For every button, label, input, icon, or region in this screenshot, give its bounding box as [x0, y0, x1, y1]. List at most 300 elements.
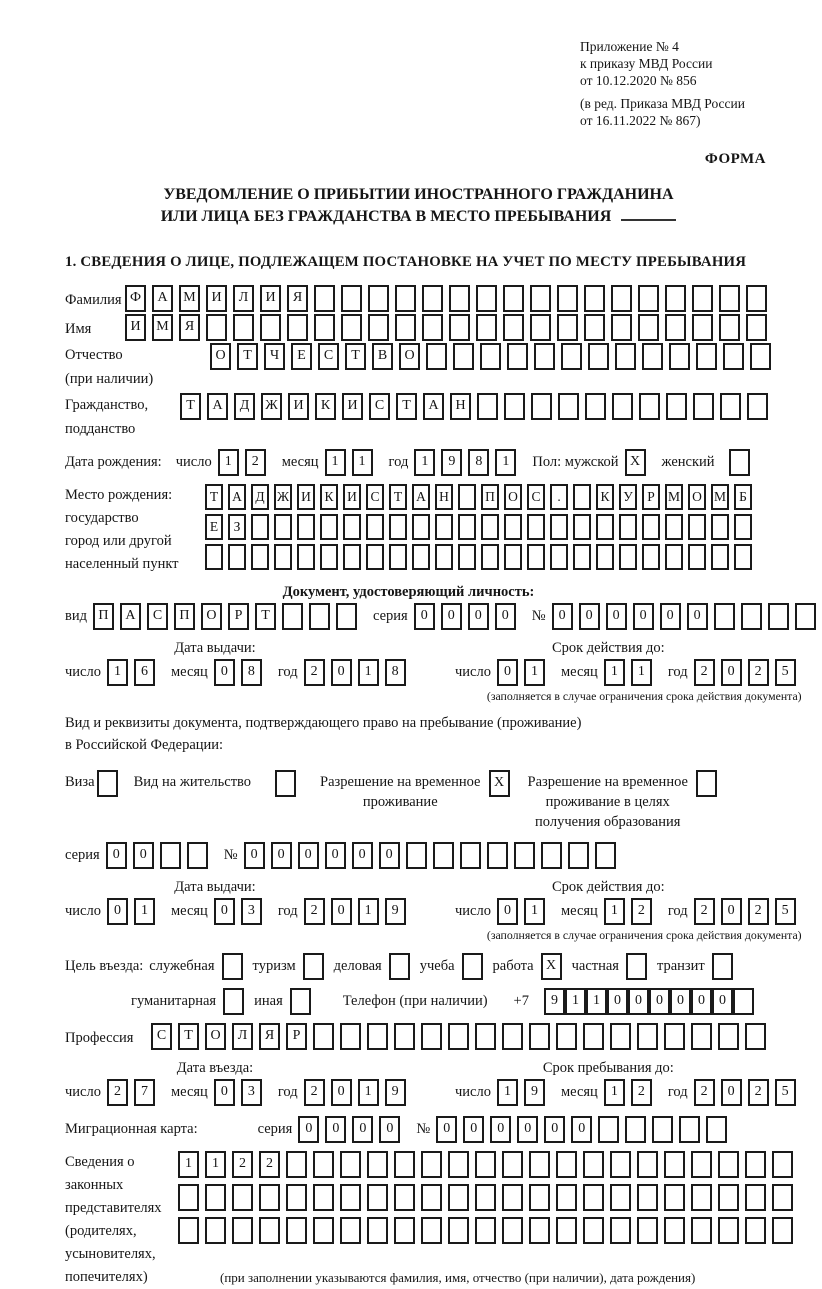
char-cell	[664, 1217, 685, 1244]
char-cell: 2	[694, 898, 715, 925]
char-cell	[638, 314, 659, 341]
char-cell: 3	[241, 898, 262, 925]
char-cell	[639, 393, 660, 420]
char-cell	[561, 343, 582, 370]
char-cell	[286, 1184, 307, 1211]
entry-date-heading: Дата въезда:	[176, 1060, 254, 1076]
char-cell	[282, 603, 303, 630]
char-cell	[720, 393, 741, 420]
char-cell	[625, 1116, 646, 1143]
char-cell	[274, 514, 292, 540]
char-cell: 2	[245, 449, 266, 476]
char-cell: 1	[358, 659, 379, 686]
char-cell	[426, 343, 447, 370]
char-cell	[711, 514, 729, 540]
char-cell: Р	[228, 603, 249, 630]
char-cell: X	[541, 953, 562, 980]
char-cell: Я	[179, 314, 200, 341]
char-cell	[422, 314, 443, 341]
char-cell	[475, 1151, 496, 1178]
char-cell	[187, 842, 208, 869]
char-cell: 1	[524, 898, 545, 925]
char-cell	[711, 544, 729, 570]
char-cell: 0	[331, 1079, 352, 1106]
char-cell	[550, 514, 568, 540]
char-cell	[615, 343, 636, 370]
citizenship-row	[65, 393, 772, 441]
char-cell	[750, 343, 771, 370]
birthdate-row	[65, 449, 772, 476]
year-label: год	[277, 903, 298, 919]
year-label: год	[277, 1084, 298, 1100]
char-cell: В	[372, 343, 393, 370]
char-cell: 0	[497, 898, 518, 925]
day-label: число	[455, 903, 491, 919]
char-cell: Я	[259, 1023, 280, 1050]
entry-dates	[65, 1060, 789, 1106]
char-cell	[583, 1151, 604, 1178]
char-cell: 0	[214, 898, 235, 925]
char-cell: 1	[358, 898, 379, 925]
char-cell	[368, 285, 389, 312]
char-cell	[297, 544, 315, 570]
firstname-label: Имя	[65, 321, 92, 337]
char-cell: 1	[107, 659, 128, 686]
char-cell	[394, 1023, 415, 1050]
char-cell: 0	[379, 842, 400, 869]
char-cell	[573, 544, 591, 570]
char-cell	[706, 1116, 727, 1143]
month-label: месяц	[170, 664, 208, 680]
char-cell	[664, 1023, 685, 1050]
char-cell	[421, 1023, 442, 1050]
char-cell	[313, 1217, 334, 1244]
month-label: месяц	[560, 664, 598, 680]
char-cell: А	[423, 393, 444, 420]
stay-day-cells	[497, 1079, 551, 1106]
purpose-opt-label: деловая	[333, 958, 382, 974]
char-cell	[568, 842, 589, 869]
char-cell: 9	[544, 988, 565, 1015]
char-cell	[550, 544, 568, 570]
char-cell: 0	[721, 659, 742, 686]
char-cell	[583, 1217, 604, 1244]
char-cell	[422, 285, 443, 312]
char-cell: 0	[298, 842, 319, 869]
phone-cells	[544, 988, 754, 1015]
char-cell: 1	[358, 1079, 379, 1106]
char-cell	[475, 1023, 496, 1050]
purpose-row-2	[65, 988, 772, 1015]
purpose-opt-label: транзит	[656, 958, 705, 974]
char-cell: О	[201, 603, 222, 630]
char-cell: 1	[178, 1151, 199, 1178]
char-cell	[665, 285, 686, 312]
char-cell	[366, 514, 384, 540]
char-cell: 1	[524, 659, 545, 686]
char-cell	[746, 285, 767, 312]
char-cell	[610, 1023, 631, 1050]
purpose-opt-checkbox	[303, 953, 324, 980]
char-cell: М	[665, 484, 683, 510]
seriya-label: серия	[372, 608, 408, 624]
char-cell: 0	[607, 988, 628, 1015]
char-cell	[260, 314, 281, 341]
residence-seriya-cells	[106, 842, 214, 869]
char-cell: 1	[631, 659, 652, 686]
char-cell: 1	[604, 659, 625, 686]
char-cell	[160, 842, 181, 869]
profession-row	[65, 1023, 772, 1050]
char-cell: 0	[298, 1116, 319, 1143]
char-cell	[458, 514, 476, 540]
char-cell	[309, 603, 330, 630]
char-cell: 0	[606, 603, 627, 630]
identity-kind-label: вид	[65, 608, 87, 624]
char-cell	[718, 1151, 739, 1178]
char-cell: 5	[775, 1079, 796, 1106]
char-cell	[389, 514, 407, 540]
char-cell: 1	[414, 449, 435, 476]
migration-seriya-cells	[298, 1116, 406, 1143]
stay-month-cells	[604, 1079, 658, 1106]
residence-permit-checkbox	[275, 770, 296, 797]
annex-line: Приложение № 4	[580, 39, 679, 54]
char-cell: 8	[468, 449, 489, 476]
char-cell: Л	[233, 285, 254, 312]
purpose-opt-checkbox	[462, 953, 483, 980]
char-cell	[421, 1184, 442, 1211]
purpose-opt-label: служебная	[149, 958, 215, 974]
char-cell: 1	[586, 988, 607, 1015]
char-cell: С	[369, 393, 390, 420]
purpose-opt-label: учеба	[419, 958, 455, 974]
char-cell	[723, 343, 744, 370]
profession-label: Профессия	[65, 1030, 134, 1046]
purpose-label: Цель въезда:	[65, 958, 144, 974]
char-cell	[693, 393, 714, 420]
char-cell: 0	[133, 842, 154, 869]
char-cell	[688, 544, 706, 570]
char-cell	[665, 314, 686, 341]
visa-label: Виза	[65, 774, 95, 790]
purpose-row-1	[65, 953, 772, 980]
char-cell	[480, 343, 501, 370]
phone-prefix: +7	[513, 993, 529, 1009]
char-cell	[458, 484, 476, 510]
edu-residence-option	[528, 768, 717, 832]
char-cell	[314, 314, 335, 341]
char-cell	[477, 393, 498, 420]
char-cell: 2	[694, 1079, 715, 1106]
forma-label: ФОРМА	[704, 151, 766, 167]
char-cell: 9	[524, 1079, 545, 1106]
char-cell: М	[711, 484, 729, 510]
char-cell: О	[504, 484, 522, 510]
char-cell: О	[399, 343, 420, 370]
char-cell: 0	[325, 842, 346, 869]
residence-doc-number-row	[65, 842, 772, 869]
char-cell	[205, 544, 223, 570]
char-cell	[637, 1151, 658, 1178]
char-cell	[462, 953, 483, 980]
citizenship-cells	[180, 393, 774, 420]
char-cell	[556, 1217, 577, 1244]
char-cell: Ж	[274, 484, 292, 510]
char-cell	[223, 988, 244, 1015]
char-cell: 2	[748, 898, 769, 925]
char-cell	[611, 285, 632, 312]
residence-issue-year-cells	[304, 898, 412, 925]
char-cell: И	[342, 393, 363, 420]
residence-valid-note: (заполняется в случае ограничения срока действия документа)	[486, 928, 802, 942]
char-cell	[406, 842, 427, 869]
char-cell	[714, 603, 735, 630]
char-cell: 0	[468, 603, 489, 630]
char-cell	[275, 770, 296, 797]
char-cell	[541, 842, 562, 869]
identity-kind-cells	[93, 603, 363, 630]
char-cell: А	[207, 393, 228, 420]
char-cell: И	[260, 285, 281, 312]
char-cell	[320, 514, 338, 540]
char-cell	[504, 544, 522, 570]
char-cell: Д	[234, 393, 255, 420]
annex-note-line: (в ред. Приказа МВД России	[580, 96, 745, 111]
char-cell: М	[152, 314, 173, 341]
char-cell	[251, 514, 269, 540]
char-cell: 0	[352, 1116, 373, 1143]
char-cell	[453, 343, 474, 370]
char-cell: 2	[631, 1079, 652, 1106]
char-cell: 0	[214, 1079, 235, 1106]
char-cell	[367, 1217, 388, 1244]
char-cell: 0	[352, 842, 373, 869]
char-cell	[729, 449, 750, 476]
custody-row2	[178, 1184, 799, 1211]
char-cell: С	[527, 484, 545, 510]
temp-residence-label: Разрешение на временное проживание	[320, 774, 481, 810]
char-cell	[297, 514, 315, 540]
birthplace-block	[65, 484, 772, 576]
char-cell	[691, 1151, 712, 1178]
char-cell	[719, 285, 740, 312]
char-cell	[772, 1217, 793, 1244]
char-cell	[691, 1023, 712, 1050]
residence-valid-year-cells	[694, 898, 802, 925]
annex-line: от 10.12.2020 № 856	[580, 73, 697, 88]
char-cell: 0	[463, 1116, 484, 1143]
char-cell: Б	[734, 484, 752, 510]
char-cell: 0	[331, 898, 352, 925]
char-cell	[719, 314, 740, 341]
seriya-label: серия	[65, 847, 100, 863]
char-cell: П	[481, 484, 499, 510]
identity-issue-heading: Дата выдачи:	[174, 640, 256, 656]
char-cell	[481, 544, 499, 570]
char-cell	[313, 1184, 334, 1211]
char-cell	[527, 544, 545, 570]
identity-issue-day-cells	[107, 659, 161, 686]
char-cell: 1	[352, 449, 373, 476]
surname-label: Фамилия	[65, 292, 122, 308]
visa-checkbox	[97, 770, 118, 797]
year-label: год	[388, 454, 409, 470]
residence-valid-month-cells	[604, 898, 658, 925]
char-cell	[595, 842, 616, 869]
char-cell: К	[315, 393, 336, 420]
char-cell: М	[179, 285, 200, 312]
citizenship-label: Гражданство, подданство	[65, 397, 149, 437]
char-cell	[449, 314, 470, 341]
migration-card-row	[65, 1116, 772, 1143]
patronymic-label: Отчество (при наличии)	[65, 347, 154, 387]
migration-card-label: Миграционная карта:	[65, 1121, 198, 1137]
char-cell	[642, 514, 660, 540]
char-cell	[412, 544, 430, 570]
char-cell	[745, 1151, 766, 1178]
day-label: число	[65, 903, 101, 919]
char-cell: Н	[450, 393, 471, 420]
char-cell	[637, 1023, 658, 1050]
char-cell	[394, 1151, 415, 1178]
day-label: число	[65, 1084, 101, 1100]
char-cell	[340, 1217, 361, 1244]
char-cell	[696, 343, 717, 370]
char-cell	[475, 1217, 496, 1244]
birthdate-label: Дата рождения:	[65, 454, 162, 470]
char-cell	[619, 544, 637, 570]
char-cell	[340, 1023, 361, 1050]
purpose-opt-checkbox	[223, 988, 244, 1015]
char-cell	[691, 1217, 712, 1244]
temp-residence-checkbox	[489, 770, 510, 797]
char-cell: 0	[497, 659, 518, 686]
char-cell: X	[625, 449, 646, 476]
char-cell: Р	[286, 1023, 307, 1050]
char-cell	[741, 603, 762, 630]
char-cell	[476, 285, 497, 312]
number-label: №	[223, 847, 238, 863]
char-cell	[642, 343, 663, 370]
char-cell: 0	[721, 898, 742, 925]
patronymic-cells	[210, 343, 777, 370]
char-cell	[691, 1184, 712, 1211]
char-cell: Е	[205, 514, 223, 540]
residence-valid-heading: Срок действия до:	[551, 879, 665, 895]
char-cell	[529, 1217, 550, 1244]
char-cell	[556, 1184, 577, 1211]
char-cell	[584, 285, 605, 312]
char-cell: О	[205, 1023, 226, 1050]
char-cell: 2	[232, 1151, 253, 1178]
char-cell	[394, 1184, 415, 1211]
char-cell: П	[174, 603, 195, 630]
phone-label: Телефон (при наличии)	[342, 993, 488, 1009]
char-cell	[598, 1116, 619, 1143]
char-cell	[529, 1023, 550, 1050]
residence-doc-intro: Вид и реквизиты документа, подтверждающего право на пребывание (проживание) в Российской Федерации:	[65, 715, 582, 753]
char-cell	[421, 1217, 442, 1244]
char-cell: 1	[565, 988, 586, 1015]
char-cell	[341, 285, 362, 312]
surname-cells	[125, 285, 773, 312]
char-cell	[507, 343, 528, 370]
char-cell: С	[366, 484, 384, 510]
char-cell: 1	[497, 1079, 518, 1106]
identity-doc-heading: Документ, удостоверяющий личность:	[282, 584, 535, 600]
char-cell: А	[412, 484, 430, 510]
temp-residence-option	[320, 768, 509, 812]
month-label: месяц	[560, 903, 598, 919]
char-cell: Т	[178, 1023, 199, 1050]
day-label: число	[175, 454, 212, 470]
gender-male-checkbox	[625, 449, 652, 476]
char-cell: Я	[287, 285, 308, 312]
char-cell	[336, 603, 357, 630]
char-cell: У	[619, 484, 637, 510]
char-cell: Т	[396, 393, 417, 420]
char-cell: 0	[660, 603, 681, 630]
entry-year-cells	[304, 1079, 412, 1106]
char-cell	[712, 953, 733, 980]
char-cell: С	[151, 1023, 172, 1050]
char-cell: 9	[385, 898, 406, 925]
form-title-line1: УВЕДОМЛЕНИЕ О ПРИБЫТИИ ИНОСТРАННОГО ГРАЖДАНИНА	[163, 186, 674, 203]
char-cell: X	[489, 770, 510, 797]
char-cell	[527, 514, 545, 540]
custody-label: Сведения о законных представителях (родителях, усыновителях, попечителях)	[65, 1154, 162, 1285]
char-cell: 2	[259, 1151, 280, 1178]
char-cell: Т	[345, 343, 366, 370]
char-cell	[394, 1217, 415, 1244]
char-cell	[503, 314, 524, 341]
purpose-opt-label: туризм	[252, 958, 296, 974]
residence-permit-options	[65, 768, 772, 832]
char-cell: 0	[633, 603, 654, 630]
year-label: год	[277, 664, 298, 680]
firstname-cells	[125, 314, 773, 341]
char-cell	[233, 314, 254, 341]
char-cell	[584, 314, 605, 341]
birthplace-row3	[205, 544, 757, 570]
residence-issue-heading: Дата выдачи:	[174, 879, 256, 895]
char-cell	[556, 1023, 577, 1050]
char-cell: 9	[385, 1079, 406, 1106]
annex-line: к приказу МВД России	[580, 56, 713, 71]
char-cell	[666, 393, 687, 420]
char-cell: 3	[241, 1079, 262, 1106]
char-cell	[274, 544, 292, 570]
identity-doc-row	[65, 603, 772, 630]
char-cell	[669, 343, 690, 370]
char-cell	[530, 285, 551, 312]
purpose-opt-checkbox	[290, 988, 311, 1015]
char-cell	[734, 514, 752, 540]
char-cell	[290, 988, 311, 1015]
residence-issue-month-cells	[214, 898, 268, 925]
char-cell: Н	[435, 484, 453, 510]
profession-cells	[151, 1023, 772, 1050]
char-cell: А	[152, 285, 173, 312]
char-cell: 0	[691, 988, 712, 1015]
char-cell: 0	[271, 842, 292, 869]
char-cell	[366, 544, 384, 570]
char-cell	[433, 842, 454, 869]
char-cell	[696, 770, 717, 797]
char-cell: 1	[325, 449, 346, 476]
char-cell	[795, 603, 816, 630]
